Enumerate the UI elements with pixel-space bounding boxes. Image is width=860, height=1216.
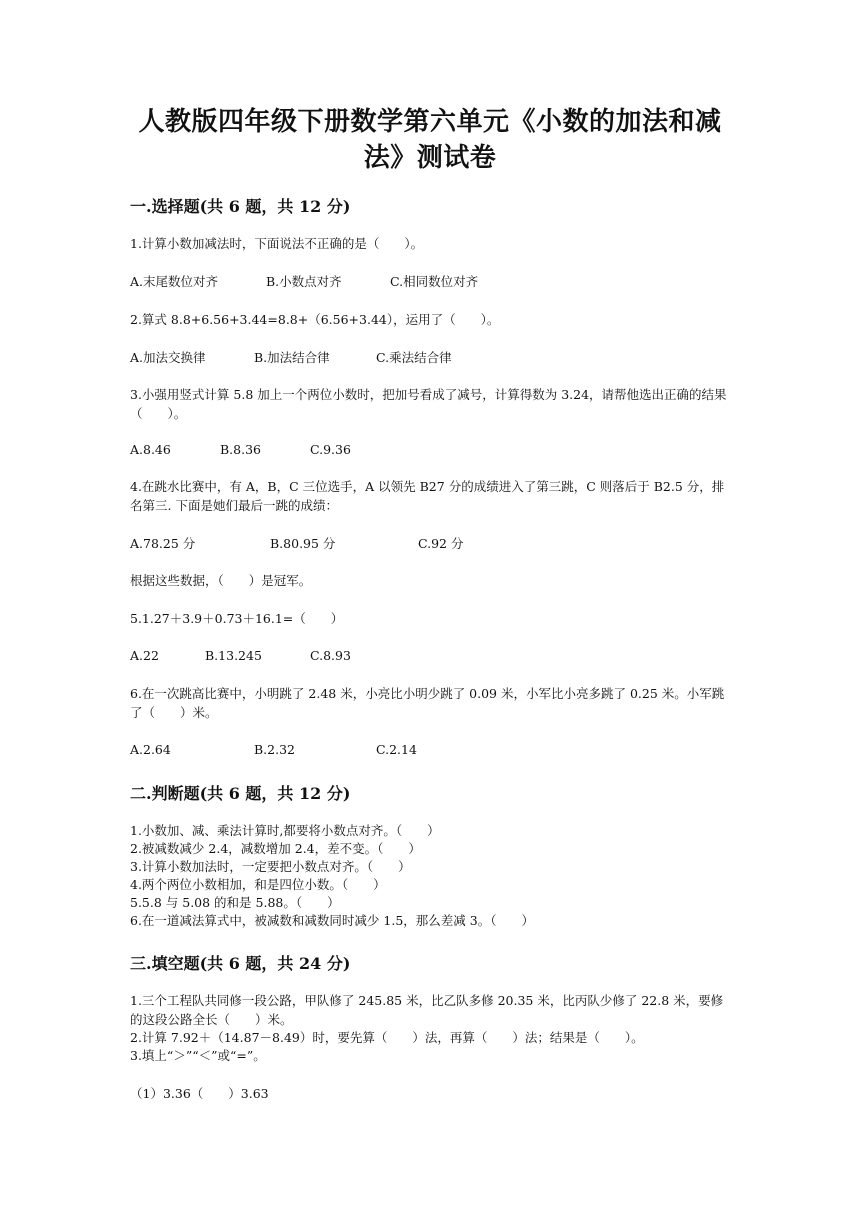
q1-option-a: A.末尾数位对齐 — [130, 274, 219, 289]
q4-option-c: C.92 分 — [418, 536, 464, 551]
q3-option-c: C.9.36 — [310, 442, 351, 457]
fill-blank-1: 1.三个工程队共同修一段公路，甲队修了 245.85 米，比乙队多修 20.35 米，比丙队少修了 22.8 米，要修的这段公路全长（ ）米。 — [130, 993, 724, 1027]
q1-option-c: C.相同数位对齐 — [390, 274, 479, 289]
q5-option-a: A.22 — [130, 648, 159, 663]
question-5: 5.1.27＋3.9＋0.73＋16.1=（ ） — [130, 611, 344, 626]
judgment-item-4: 4.两个两位小数相加，和是四位小数。（ ） — [130, 877, 386, 892]
judgment-item-3: 3.计算小数加法时，一定要把小数点对齐。（ ） — [130, 859, 411, 874]
section-heading-choice: 一.选择题(共 6 题，共 12 分) — [130, 197, 351, 216]
judgment-item-5: 5.5.8 与 5.08 的和是 5.88。（ ） — [130, 895, 340, 910]
section-heading-fill-blank: 三.填空题(共 6 题，共 24 分) — [130, 954, 351, 973]
q6-option-b: B.2.32 — [254, 742, 295, 757]
question-4-followup: 根据这些数据，（ ）是冠军。 — [130, 573, 312, 588]
q2-option-c: C.乘法结合律 — [376, 350, 452, 365]
page-title: 人教版四年级下册数学第六单元《小数的加法和减法》测试卷 — [138, 107, 722, 173]
q5-option-c: C.8.93 — [310, 648, 351, 663]
q6-option-c: C.2.14 — [376, 742, 417, 757]
q4-option-a: A.78.25 分 — [130, 536, 196, 551]
judgment-item-6: 6.在一道减法算式中，被减数和减数同时减少 1.5，那么差减 3。（ ） — [130, 913, 534, 928]
fill-blank-2: 2.计算 7.92＋（14.87－8.49）时，要先算（ ）法，再算（ ）法；结果是（ ）。 — [130, 1030, 644, 1045]
fill-blank-3: 3.填上“＞”“＜”或“=”。 — [130, 1048, 266, 1063]
question-2: 2.算式 8.8+6.56+3.44=8.8+（6.56+3.44），运用了（ ）。 — [130, 312, 500, 327]
q4-option-b: B.80.95 分 — [270, 536, 336, 551]
q3-option-a: A.8.46 — [130, 442, 171, 457]
q2-option-a: A.加法交换律 — [130, 350, 206, 365]
judgment-item-1: 1.小数加、减、乘法计算时,都要将小数点对齐。（ ） — [130, 823, 440, 838]
question-4: 4.在跳水比赛中，有 A，B，C 三位选手，A 以领先 B27 分的成绩进入了第三跳，C 则落后于 B2.5 分，排名第三. 下面是她们最后一跳的成绩： — [130, 479, 725, 513]
q6-option-a: A.2.64 — [130, 742, 171, 757]
section-heading-judgment: 二.判断题(共 6 题，共 12 分) — [130, 784, 351, 803]
q3-option-b: B.8.36 — [220, 442, 261, 457]
fill-blank-3-part-1: （1）3.36（ ）3.63 — [130, 1086, 269, 1101]
question-6: 6.在一次跳高比赛中，小明跳了 2.48 米，小亮比小明少跳了 0.09 米，小军比小亮多跳了 0.25 米。小军跳了（ ）米。 — [130, 686, 725, 720]
question-1: 1.计算小数加减法时，下面说法不正确的是（ ）。 — [130, 236, 424, 251]
q2-option-b: B.加法结合律 — [254, 350, 330, 365]
q5-option-b: B.13.245 — [205, 648, 262, 663]
q1-option-b: B.小数点对齐 — [266, 274, 342, 289]
judgment-item-2: 2.被减数减少 2.4，减数增加 2.4，差不变。（ ） — [130, 841, 421, 856]
question-3: 3.小强用竖式计算 5.8 加上一个两位小数时，把加号看成了减号，计算得数为 3.24，请帮他选出正确的结果（ ）。 — [130, 387, 727, 421]
